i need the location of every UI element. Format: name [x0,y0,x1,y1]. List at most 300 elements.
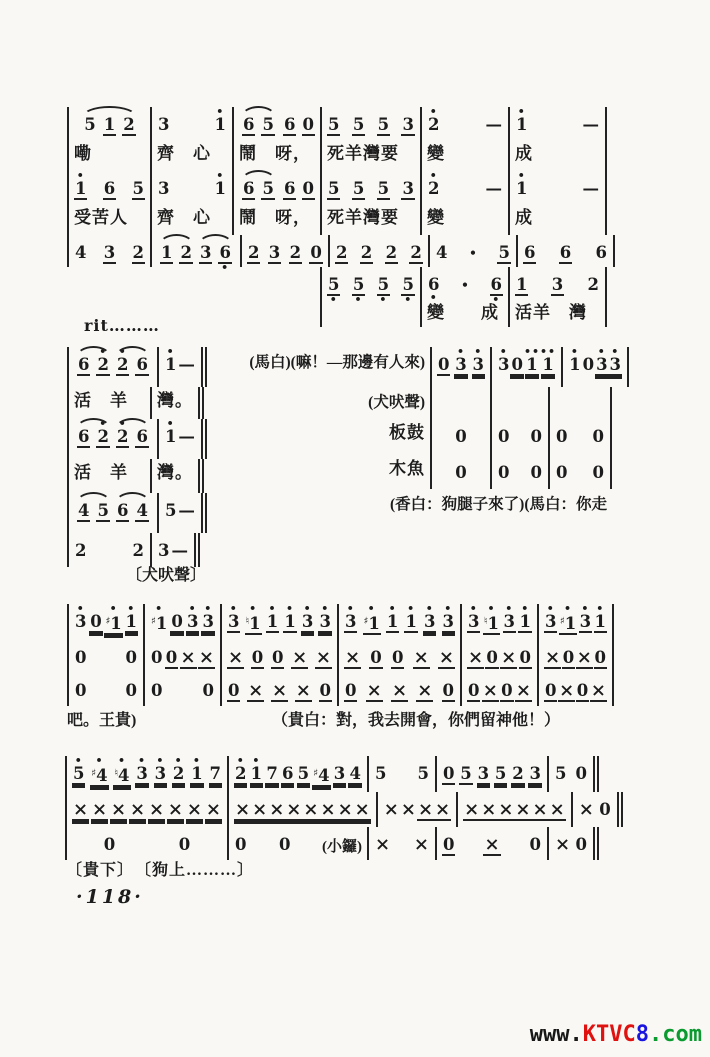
octave-dot-above: • [429,169,438,182]
note-glyph: 6 [284,115,296,134]
bar-cell [67,493,157,533]
note-glyph: 4 [136,501,148,520]
note-glyph: 1 [75,179,87,198]
note-token [515,674,532,710]
note-glyph: 0 [103,835,116,854]
note-glyph: 0 [594,648,606,667]
note-glyph: 5 [328,275,340,294]
note-glyph: 0 [486,648,498,667]
note-glyph: × [252,799,268,820]
note-glyph: 3 [158,115,170,134]
note-glyph: 1 [164,355,177,374]
note-token [510,348,523,384]
note-token [125,674,138,708]
score-row [67,267,615,306]
note-glyph: 0 [442,681,454,700]
note-token [110,793,127,829]
tie-group [113,345,152,384]
note-glyph: 2 [360,243,373,262]
note-token [209,757,222,793]
score-row [65,756,623,792]
note-token [91,793,108,829]
note-glyph: × [303,799,319,820]
note-glyph: 2 [123,115,135,134]
note-glyph: 1 [191,764,203,783]
note-glyph: × [248,680,264,701]
octave-dot-below: • [354,293,363,306]
octave-dot-above: • [611,345,620,358]
note-token [172,754,185,793]
note-glyph: 1 [214,179,226,198]
note-token [116,494,129,530]
note-glyph: × [366,680,382,701]
note-token [558,674,575,710]
note-glyph: 1 [526,355,538,374]
note-glyph: 0 [302,115,314,134]
note-token [271,641,284,677]
note-token [74,602,87,639]
note-token [485,108,504,142]
note-token [463,793,480,829]
note-token [327,172,340,208]
bar-cell [376,792,456,827]
note-glyph: 7 [209,764,221,783]
bar-cell [337,673,460,706]
note-token [164,345,177,382]
octave-dot-below: • [492,293,501,306]
note-glyph: 0 [556,463,568,482]
note-token [459,757,472,793]
note-token [242,172,255,208]
note-glyph: × [391,680,408,701]
bar-cell [537,604,614,640]
note-glyph: 4 [78,501,90,520]
watermark [530,1022,702,1047]
bar-cell [571,792,623,827]
note-token [400,793,417,827]
note-glyph: 0 [235,835,247,854]
note-token [72,793,89,829]
note-token [366,674,383,710]
note-glyph: ♮4 [114,766,130,785]
bar-cell [67,419,157,459]
note-glyph: 2 [172,764,185,783]
note-glyph: × [549,799,565,820]
note-token [511,757,524,793]
note-token [154,754,167,793]
note-token [540,345,557,384]
note-token [568,345,581,382]
note-token [186,793,203,829]
bar-cell [548,419,612,455]
note-glyph: 6 [103,179,116,198]
note-token [438,641,455,677]
note-token [103,108,116,144]
bar-cell [337,604,460,640]
bar-cell [508,171,607,204]
bar-cell [367,756,435,792]
octave-dot-above: • [303,602,312,615]
bar-cell [430,419,490,455]
lyric-cell: 灣。 [150,387,204,419]
note-token [285,793,302,829]
note-glyph: ♮1 [245,614,261,633]
note-glyph: 2 [335,243,348,262]
stage-direction-text: 〔貴下〕 〔狗上………〕 [66,862,255,879]
note-token [530,420,543,454]
note-token [245,602,262,643]
note-token [404,602,417,641]
bar-cell [420,267,508,306]
tempo-marking-rit: rit……… [84,316,160,335]
octave-dot-below: • [221,261,230,274]
note-glyph: × [413,647,429,668]
note-glyph: × [438,647,454,668]
note-glyph: 3 [154,764,167,783]
note-glyph: × [235,799,251,820]
accidental: ♯ [151,616,156,627]
empty-cell [232,299,320,327]
note-token [157,108,170,142]
note-glyph: 5 [402,275,414,294]
note-glyph: 1 [125,612,137,631]
note-token [592,456,605,490]
note-token [261,108,274,144]
note-glyph: 6 [78,355,90,374]
note-token [413,828,430,862]
note-glyph: 5 [73,764,85,783]
note-token [467,602,480,641]
note-glyph: 5 [417,764,429,783]
bar-cell [220,640,337,673]
bar-cell [232,171,320,204]
octave-dot-above: • [117,754,126,767]
octave-dot-above: • [76,602,85,615]
score-row [67,235,615,274]
note-token [297,757,310,793]
note-token [129,793,146,829]
accidental: ♮ [114,768,119,779]
note-glyph: 1 [516,179,528,198]
note-glyph: 0 [530,427,542,446]
note-token [374,828,391,862]
empty-cell [548,387,612,419]
note-glyph: — [178,501,195,520]
note-token [442,757,455,793]
note-token [383,793,400,827]
note-glyph: 3 [596,355,608,374]
note-glyph: 3 [158,541,170,560]
note-glyph: 1 [516,115,528,134]
note-glyph: ♯1 [105,614,122,633]
note-glyph: — [485,115,502,134]
bar-cell [490,419,548,455]
note-token [401,108,414,144]
note-glyph: 5 [377,275,390,294]
octave-dot-above: •• [540,345,557,358]
note-token [113,754,130,795]
system-2-left [67,347,207,567]
note-glyph: × [337,799,353,820]
octave-dot-above: • [499,345,508,358]
note-token [554,757,567,791]
octave-dot-above: • [429,105,438,118]
note-token [435,236,448,270]
note-glyph: 3 [468,612,480,631]
note-glyph: 3 [402,179,414,198]
note-glyph: × [271,680,288,701]
note-glyph: 5 [297,764,310,783]
accidental: ♯ [91,768,97,779]
note-token [497,456,510,490]
note-token [442,602,455,641]
note-token [578,793,595,827]
note-token [515,105,528,142]
bar-cell [537,673,614,706]
bar-cell [561,347,629,387]
bar-cell [420,107,508,140]
bar-cell [150,107,232,140]
note-glyph: × [295,680,311,701]
note-glyph: 6 [428,275,440,294]
note-token [594,641,607,677]
note-glyph: 1 [569,355,581,374]
score-row [196,419,629,455]
note-glyph: 0 [125,681,137,700]
note-token [148,793,165,829]
note-glyph: 3 [402,115,414,134]
note-token [377,108,390,144]
note-token [497,345,510,382]
tie-group [80,108,138,144]
octave-dot-above: • [118,417,127,430]
dialog-continuation-text: 吧。王貴) [67,712,137,729]
note-glyph: 2 [247,243,260,262]
note-glyph: 3 [103,243,116,262]
bar-cell [547,756,599,792]
note-glyph: 2 [289,243,302,262]
bar-cell [67,235,150,267]
watermark-segment: .com [649,1022,702,1047]
note-glyph: 0 [592,427,604,446]
note-token [427,268,440,302]
note-glyph: ♮1 [483,614,500,633]
note-glyph: 0 [529,835,541,854]
note-glyph: 0 [279,835,291,854]
score-row [196,347,629,387]
bar-cell [65,756,227,792]
note-token [318,602,331,641]
note-glyph: 5 [377,115,390,134]
empty-cell [320,299,420,327]
note-glyph: 6 [559,243,572,262]
note-token [579,602,592,641]
note-token [494,757,507,793]
note-glyph: 0 [530,463,542,482]
lyric-cell: 死羊灣要 [320,204,420,235]
note-token [477,757,490,793]
note-token [125,641,138,675]
note-token [386,602,399,641]
note-token [157,172,170,206]
note-token [234,754,247,793]
note-token [261,172,274,208]
note-token [544,602,557,641]
note-token [214,169,227,206]
bar-cell [67,171,150,204]
note-glyph: × [228,647,244,668]
note-glyph: 1 [164,427,177,446]
bar-cell [460,604,537,640]
note-glyph: 0 [501,681,513,700]
note-token [135,754,148,793]
note-glyph: × [400,799,416,820]
note-token [164,494,177,528]
note-token [214,105,227,142]
note-glyph: 3 [228,612,240,631]
note-glyph: 5 [555,764,567,783]
note-token [202,674,215,708]
lyric-cell: 變 [420,140,508,171]
note-glyph: 0 [498,427,510,446]
note-glyph: 6 [490,275,502,294]
note-token [135,420,148,456]
note-token [500,674,513,710]
system-3 [67,604,614,706]
note-glyph: 0 [575,764,587,783]
note-glyph: 6 [116,501,129,520]
note-glyph: 0 [165,648,178,667]
note-glyph: — [582,179,599,198]
sfx-dog-bark-label: 〔犬吠聲〕 [126,567,207,584]
bar-cell [150,171,232,204]
note-token [483,828,500,864]
note-glyph: × [555,834,571,855]
note-glyph: 7 [266,764,278,783]
bar-cell [490,347,561,387]
note-glyph: 0 [599,800,611,819]
note-glyph: × [590,680,606,701]
note-glyph: — [582,115,599,134]
note-token [575,757,588,791]
note-token [369,641,382,677]
note-token [74,169,87,208]
note-glyph: ♯1 [151,614,168,633]
note-token [391,641,404,677]
note-token [205,793,222,829]
note-token [592,420,605,454]
note-glyph: 0 [575,835,587,854]
note-glyph: 5 [132,179,144,198]
note-glyph: 6 [281,764,294,783]
note-token [315,641,332,677]
note-glyph: 3 [529,764,541,783]
octave-dot-above: • [166,345,175,358]
note-glyph: 3 [477,764,490,783]
note-token [482,674,499,710]
note-token [283,108,296,144]
note-glyph: 4 [75,243,87,262]
note-token [242,108,255,144]
note-glyph: × [515,799,531,820]
score-row [67,493,207,533]
note-token [544,674,557,710]
tie-group [239,172,278,208]
note-token [352,108,365,144]
note-token [116,345,129,384]
score-row [67,640,614,673]
lyric-cell: 活 羊 [67,459,150,493]
note-token [295,674,312,710]
note-token [268,793,285,829]
note-glyph: 5 [262,179,274,198]
note-token [135,494,148,530]
note-glyph: × [481,799,497,820]
accidental: ♯ [105,616,111,627]
note-token [283,602,296,641]
note-token [74,236,87,270]
note-token [352,172,365,208]
score-row [67,459,207,493]
inline-label: (小鑼) [322,839,362,855]
bar-cell [67,673,143,706]
lyric-cell: 死羊灣要 [320,140,420,171]
note-glyph: ♯4 [313,766,330,785]
score-row [196,387,629,419]
note-token [485,641,498,677]
note-token [497,420,510,454]
octave-dot-above: • [216,169,225,182]
note-glyph: × [576,647,592,668]
note-glyph: 0 [271,648,284,667]
note-glyph: 2 [587,275,599,294]
note-token [327,108,340,144]
octave-dot-below: • [404,293,413,306]
note-glyph: × [559,680,575,701]
note-glyph: 0 [75,681,87,700]
note-glyph: 0 [310,243,322,262]
note-token [374,757,387,791]
note-token [416,674,433,710]
note-glyph: 3 [551,275,564,294]
note-token [167,793,184,829]
note-token [454,420,467,454]
note-glyph: × [205,799,221,820]
note-glyph: 2 [132,541,144,560]
octave-dot-above: • [286,602,295,615]
note-token [74,534,87,568]
note-glyph: × [167,799,184,820]
note-glyph: 0 [251,648,264,667]
note-token [344,674,357,710]
octave-dot-above: • [95,754,104,767]
note-glyph: 4 [435,243,448,262]
note-glyph: × [110,799,127,820]
note-glyph: 5 [494,764,507,783]
note-token [594,236,607,270]
lyric-cell: 鬧 呀， [232,204,320,235]
note-token [271,674,288,710]
note-token [227,674,240,710]
system-2-right [196,347,629,523]
octave-dot-above: • [156,754,165,767]
bar-cell [320,107,420,140]
note-glyph: 5 [164,501,177,520]
note-token [348,757,361,793]
octave-dot-above: • [268,602,277,615]
note-glyph: 1 [266,612,279,631]
octave-dot-above: • [367,602,376,615]
